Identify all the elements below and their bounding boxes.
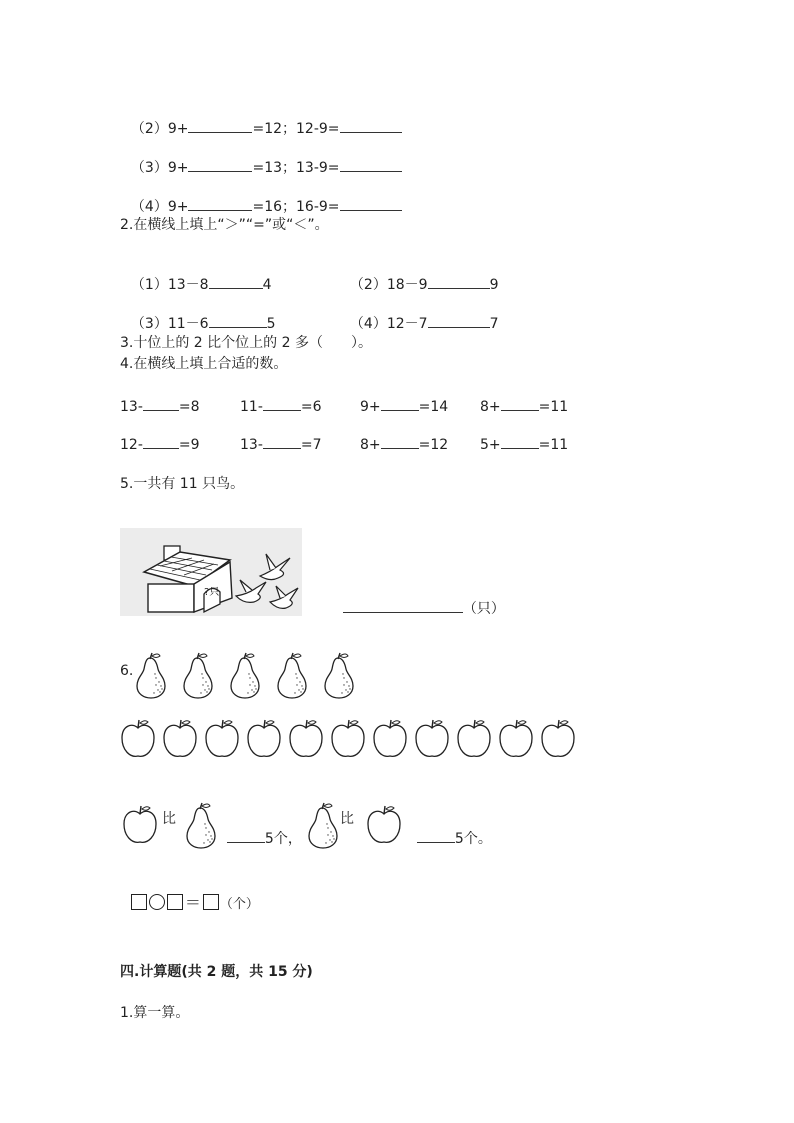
q2-item-3 bbox=[122, 295, 275, 333]
bird-1-icon bbox=[260, 558, 290, 580]
bird-2-icon bbox=[236, 582, 266, 602]
q1-row-4-blank-1[interactable] bbox=[188, 196, 252, 211]
compare-apple-2 bbox=[366, 804, 402, 844]
box-equation bbox=[121, 876, 259, 914]
apples-row bbox=[120, 718, 580, 760]
equals-sign: ＝ bbox=[184, 893, 201, 912]
q1-row-4 bbox=[122, 178, 402, 216]
q1-row-4-expr-a: 9+ bbox=[167, 199, 189, 215]
apple-icon bbox=[542, 720, 574, 756]
house-birds-drawing bbox=[120, 528, 302, 616]
q1-row-2-blank-1[interactable] bbox=[188, 118, 252, 133]
house-front-wall bbox=[148, 584, 194, 612]
q4-item-6-post: =7 bbox=[300, 437, 322, 453]
q4-item-7-post: =12 bbox=[418, 437, 449, 453]
q4-item-7 bbox=[360, 434, 448, 454]
section4-q1: 1.算一算。 bbox=[120, 1005, 190, 1021]
q4-item-8-post: =11 bbox=[538, 437, 569, 453]
answer-box-3[interactable] bbox=[203, 894, 219, 910]
q4-item-6-pre: 13- bbox=[240, 437, 263, 453]
compare2-after: 5个。 bbox=[454, 831, 492, 847]
q2-item-4 bbox=[341, 295, 498, 333]
q5-answer-blank[interactable] bbox=[343, 598, 463, 613]
q4-item-4-blank[interactable] bbox=[501, 396, 539, 411]
compare2-rest bbox=[408, 810, 492, 848]
apple-icon bbox=[366, 804, 402, 844]
house-question-text: ?只 bbox=[204, 587, 220, 598]
q4-item-5-pre: 12- bbox=[120, 437, 143, 453]
q4-item-1 bbox=[120, 396, 200, 416]
q1-row-4-blank-2[interactable] bbox=[340, 196, 402, 211]
apple-icon bbox=[164, 720, 196, 756]
q4-item-3-blank[interactable] bbox=[381, 396, 419, 411]
q2-item-3-blank[interactable] bbox=[209, 313, 267, 328]
q4-item-7-blank[interactable] bbox=[381, 434, 419, 449]
q2-item-4-number: （4） bbox=[349, 316, 387, 332]
q2-item-4-after: 7 bbox=[489, 316, 499, 332]
q4-item-3-post: =14 bbox=[418, 399, 449, 415]
pear-icon bbox=[184, 653, 212, 698]
q1-row-3-blank-1[interactable] bbox=[188, 157, 252, 172]
q4-item-1-post: =8 bbox=[178, 399, 200, 415]
compare1-rest bbox=[218, 810, 302, 848]
q1-row-4-number: （4） bbox=[130, 199, 168, 215]
q1-row-3-expr-a: 9+ bbox=[167, 160, 189, 176]
q4-item-4-pre: 8+ bbox=[480, 399, 501, 415]
q4-item-1-pre: 13- bbox=[120, 399, 143, 415]
q4-item-2-pre: 11- bbox=[240, 399, 263, 415]
q4-item-3-pre: 9+ bbox=[360, 399, 381, 415]
q2-item-2 bbox=[341, 256, 498, 294]
q2-item-3-after: 5 bbox=[266, 316, 276, 332]
q3-title: 3.十位上的 2 比个位上的 2 多（ ）。 bbox=[120, 335, 372, 351]
compare1-blank[interactable] bbox=[227, 828, 265, 843]
apple-icon bbox=[122, 720, 154, 756]
q2-item-2-after: 9 bbox=[489, 277, 499, 293]
compare2-word: 比 bbox=[340, 811, 354, 827]
q2-item-2-blank[interactable] bbox=[428, 274, 490, 289]
q4-item-5-blank[interactable] bbox=[143, 434, 179, 449]
q1-row-2-expr-a: 9+ bbox=[167, 121, 189, 137]
operator-circle[interactable] bbox=[149, 894, 165, 910]
birds bbox=[236, 554, 298, 608]
q4-item-2 bbox=[240, 396, 322, 416]
q4-item-1-blank[interactable] bbox=[143, 396, 179, 411]
q2-item-2-number: （2） bbox=[349, 277, 387, 293]
q4-item-8-blank[interactable] bbox=[501, 434, 539, 449]
q4-item-5-post: =9 bbox=[178, 437, 200, 453]
q4-item-6 bbox=[240, 434, 322, 454]
house-birds-picture bbox=[120, 528, 302, 616]
pear-icon bbox=[184, 802, 218, 850]
q4-item-2-blank[interactable] bbox=[263, 396, 301, 411]
q4-item-8-pre: 5+ bbox=[480, 437, 501, 453]
answer-box-2[interactable] bbox=[167, 894, 183, 910]
q2-item-3-expr: 11－6 bbox=[167, 316, 209, 332]
apple-icon bbox=[374, 720, 406, 756]
apple-icon bbox=[458, 720, 490, 756]
q2-item-3-number: （3） bbox=[130, 316, 168, 332]
q1-row-3-expr-b: =13；13-9= bbox=[252, 160, 340, 176]
q4-item-7-pre: 8+ bbox=[360, 437, 381, 453]
q5-answer bbox=[334, 580, 505, 618]
q1-row-2 bbox=[122, 100, 402, 138]
pear-icon bbox=[306, 802, 340, 850]
q4-item-8 bbox=[480, 434, 568, 454]
q2-item-1-blank[interactable] bbox=[209, 274, 263, 289]
compare-pear-2 bbox=[306, 802, 340, 850]
bird-3-wing-icon bbox=[276, 586, 286, 598]
q2-item-1-expr: 13－8 bbox=[167, 277, 209, 293]
q1-row-4-expr-b: =16；16-9= bbox=[252, 199, 340, 215]
q1-row-2-expr-b: =12；12-9= bbox=[252, 121, 340, 137]
q4-item-2-post: =6 bbox=[300, 399, 322, 415]
q1-row-3-number: （3） bbox=[130, 160, 168, 176]
q6-unit: （个） bbox=[219, 897, 259, 912]
compare1-word: 比 bbox=[162, 811, 176, 827]
q1-row-3 bbox=[122, 139, 402, 177]
q4-item-5 bbox=[120, 434, 200, 454]
compare2-blank[interactable] bbox=[417, 828, 455, 843]
bird-3-icon bbox=[270, 588, 298, 608]
q2-title: 2.在横线上填上“＞”“=”或“＜”。 bbox=[120, 217, 329, 233]
section4-title: 四.计算题(共 2 题，共 15 分) bbox=[120, 964, 313, 980]
q1-row-2-blank-2[interactable] bbox=[340, 118, 402, 133]
apple-icon bbox=[206, 720, 238, 756]
q1-row-3-blank-2[interactable] bbox=[340, 157, 402, 172]
q2-item-4-blank[interactable] bbox=[428, 313, 490, 328]
answer-box-1[interactable] bbox=[131, 894, 147, 910]
apple-icon bbox=[248, 720, 280, 756]
q4-item-4 bbox=[480, 396, 568, 416]
pears-svg bbox=[134, 652, 364, 700]
q5-title: 5.一共有 11 只鸟。 bbox=[120, 476, 245, 492]
apple-icon bbox=[332, 720, 364, 756]
q4-item-4-post: =11 bbox=[538, 399, 569, 415]
pear-icon bbox=[325, 653, 353, 698]
apple-icon bbox=[416, 720, 448, 756]
apple-icon bbox=[500, 720, 532, 756]
compare1-after: 5个， bbox=[264, 831, 302, 847]
q4-item-3 bbox=[360, 396, 448, 416]
q2-item-2-expr: 18－9 bbox=[386, 277, 428, 293]
apple-icon bbox=[122, 804, 158, 844]
q2-item-1-after: 4 bbox=[262, 277, 272, 293]
q4-title: 4.在横线上填上合适的数。 bbox=[120, 356, 288, 372]
apples-svg bbox=[120, 718, 580, 760]
pear-icon bbox=[137, 653, 165, 698]
pears-row bbox=[134, 652, 364, 700]
pear-icon bbox=[231, 653, 259, 698]
pear-icon bbox=[278, 653, 306, 698]
q4-item-6-blank[interactable] bbox=[263, 434, 301, 449]
apple-icon bbox=[290, 720, 322, 756]
compare-apple-1 bbox=[122, 804, 158, 844]
compare-pear-1 bbox=[184, 802, 218, 850]
q6-number: 6. bbox=[120, 663, 134, 679]
q5-unit: （只） bbox=[462, 601, 505, 617]
bird-2-wing-icon bbox=[240, 580, 252, 592]
q2-item-1-number: （1） bbox=[130, 277, 168, 293]
q2-item-4-expr: 12－7 bbox=[386, 316, 428, 332]
q2-item-1 bbox=[122, 256, 271, 294]
bird-1-wing-icon bbox=[266, 554, 276, 570]
q1-row-2-number: （2） bbox=[130, 121, 168, 137]
